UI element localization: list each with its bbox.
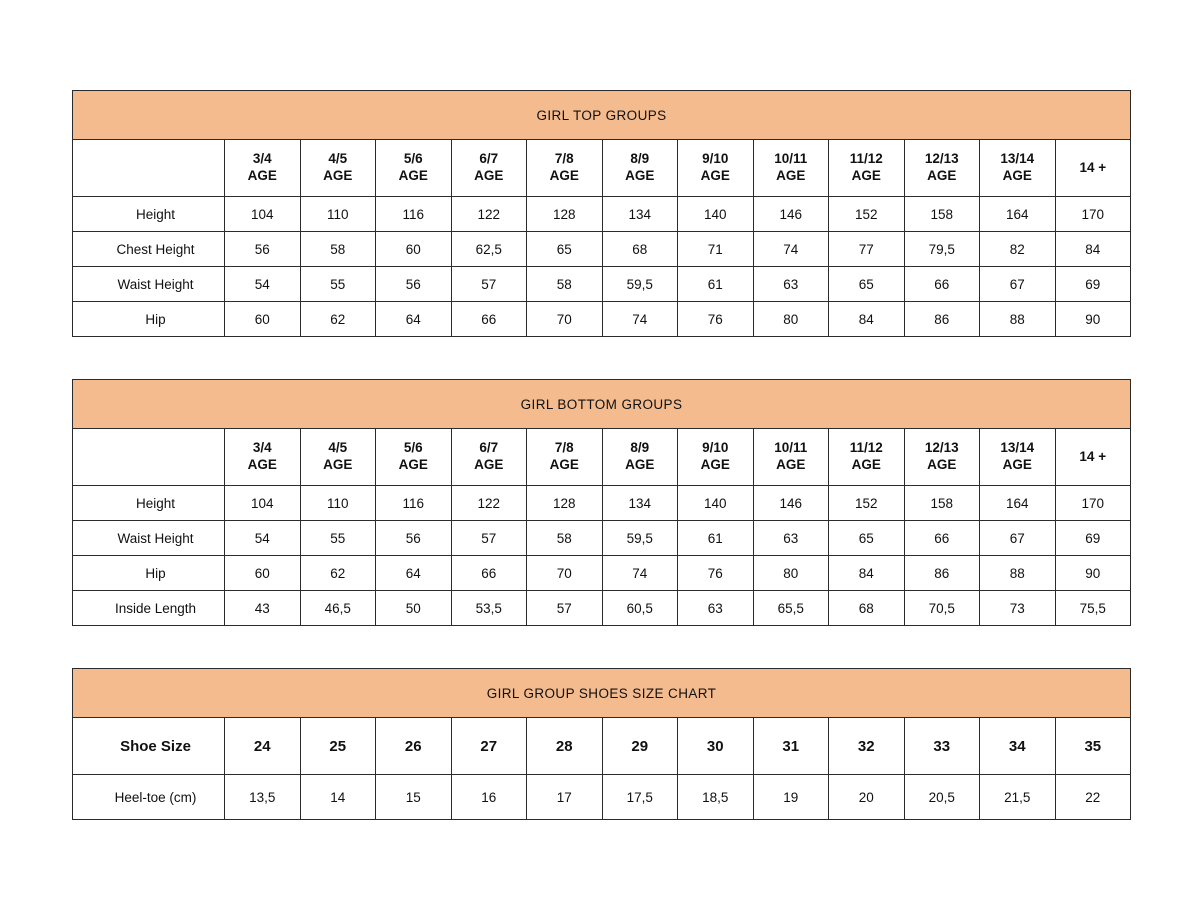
column-size-2: 5/6 [403,151,423,167]
column-header-3 [451,140,527,197]
cell: 67 [980,267,1056,302]
row-label: Height [73,197,225,232]
column-unit-0: AGE [247,168,277,183]
table-row [73,521,1131,556]
column-header-5 [602,140,678,197]
cell: 86 [904,556,980,591]
cell: 140 [678,197,754,232]
cell: 25 [300,718,376,775]
column-unit-1: AGE [323,168,353,183]
cell: 59,5 [602,521,678,556]
cell: 56 [376,521,452,556]
cell: 55 [300,521,376,556]
column-size-5: 8/9 [630,151,650,167]
cell: 14 [300,775,376,820]
cell: 57 [451,267,527,302]
cell: 122 [451,197,527,232]
cell: 110 [300,197,376,232]
column-header-6 [678,140,754,197]
column-unit-8: AGE [851,457,881,472]
cell: 60 [225,556,301,591]
column-size-8: 11/12 [849,440,883,456]
cell: 60,5 [602,591,678,626]
table-title: GIRL TOP GROUPS [73,91,1131,140]
cell: 158 [904,486,980,521]
cell: 82 [980,232,1056,267]
cell: 26 [376,718,452,775]
cell: 13,5 [225,775,301,820]
cell: 88 [980,556,1056,591]
cell: 66 [904,521,980,556]
cell: 164 [980,486,1056,521]
cell: 63 [753,521,829,556]
header-corner-cell [73,140,225,197]
column-size-0: 3/4 [252,151,272,167]
column-size-9: 12/13 [924,151,959,167]
column-header-7 [753,140,829,197]
table-row [73,232,1131,267]
cell: 50 [376,591,452,626]
column-header-10 [980,140,1056,197]
cell: 84 [829,302,905,337]
cell: 54 [225,267,301,302]
cell: 57 [451,521,527,556]
cell: 24 [225,718,301,775]
cell: 30 [678,718,754,775]
cell: 70 [527,556,603,591]
cell: 170 [1055,486,1131,521]
table-row [73,302,1131,337]
cell: 80 [753,556,829,591]
cell: 128 [527,486,603,521]
cell: 17,5 [602,775,678,820]
cell: 73 [980,591,1056,626]
cell: 54 [225,521,301,556]
cell: 63 [678,591,754,626]
cell: 58 [300,232,376,267]
cell: 90 [1055,302,1131,337]
table-row [73,556,1131,591]
column-unit-4: AGE [549,168,579,183]
cell: 65 [829,267,905,302]
cell: 68 [829,591,905,626]
cell: 32 [829,718,905,775]
cell: 66 [451,302,527,337]
column-size-5: 8/9 [630,440,650,456]
cell: 57 [527,591,603,626]
row-label: Hip [73,302,225,337]
table-title-row [73,91,1131,140]
column-header-4 [527,140,603,197]
cell: 110 [300,486,376,521]
cell: 58 [527,521,603,556]
table-header-row [73,429,1131,486]
table-row [73,197,1131,232]
cell: 62 [300,302,376,337]
column-size-8: 11/12 [849,151,883,167]
table-row [73,718,1131,775]
column-header-0 [225,140,301,197]
cell: 116 [376,197,452,232]
cell: 34 [980,718,1056,775]
cell: 27 [451,718,527,775]
column-size-7: 10/11 [774,151,808,167]
cell: 19 [753,775,829,820]
row-label: Hip [73,556,225,591]
cell: 152 [829,486,905,521]
column-header-2 [376,140,452,197]
column-size-6: 9/10 [702,440,729,456]
girl-bottom-groups-table [72,379,1131,626]
cell: 55 [300,267,376,302]
column-unit-7: AGE [776,457,806,472]
cell: 31 [753,718,829,775]
column-header-10 [980,429,1056,486]
cell: 84 [1055,232,1131,267]
row-label: Heel-toe (cm) [73,775,225,820]
cell: 90 [1055,556,1131,591]
cell: 64 [376,556,452,591]
column-header-8 [829,140,905,197]
table-title-row [73,380,1131,429]
table-header-row [73,140,1131,197]
column-header-9 [904,429,980,486]
cell: 17 [527,775,603,820]
column-header-1 [300,429,376,486]
cell: 29 [602,718,678,775]
cell: 43 [225,591,301,626]
column-size-9: 12/13 [924,440,959,456]
cell: 80 [753,302,829,337]
cell: 60 [376,232,452,267]
cell: 20 [829,775,905,820]
cell: 158 [904,197,980,232]
cell: 20,5 [904,775,980,820]
cell: 77 [829,232,905,267]
girl-group-shoes-size-chart-table [72,668,1131,820]
column-header-11: 14 + [1055,140,1131,197]
column-size-4: 7/8 [554,151,574,167]
column-size-10: 13/14 [1000,151,1035,167]
column-unit-9: AGE [927,457,957,472]
cell: 60 [225,302,301,337]
cell: 152 [829,197,905,232]
column-unit-6: AGE [700,168,730,183]
girl-top-groups-table [72,90,1131,337]
cell: 104 [225,486,301,521]
column-unit-5: AGE [625,168,655,183]
column-unit-10: AGE [1002,168,1032,183]
cell: 164 [980,197,1056,232]
cell: 33 [904,718,980,775]
cell: 134 [602,486,678,521]
column-size-1: 4/5 [328,440,348,456]
cell: 140 [678,486,754,521]
table-title: GIRL BOTTOM GROUPS [73,380,1131,429]
cell: 79,5 [904,232,980,267]
cell: 61 [678,267,754,302]
cell: 61 [678,521,754,556]
cell: 76 [678,302,754,337]
cell: 58 [527,267,603,302]
column-header-5 [602,429,678,486]
cell: 63 [753,267,829,302]
cell: 21,5 [980,775,1056,820]
column-header-6 [678,429,754,486]
column-unit-8: AGE [851,168,881,183]
column-size-3: 6/7 [479,151,499,167]
cell: 66 [904,267,980,302]
column-header-1 [300,140,376,197]
cell: 56 [225,232,301,267]
table-row [73,486,1131,521]
column-size-7: 10/11 [774,440,808,456]
cell: 53,5 [451,591,527,626]
cell: 116 [376,486,452,521]
cell: 28 [527,718,603,775]
cell: 146 [753,486,829,521]
row-label: Shoe Size [73,718,225,775]
cell: 76 [678,556,754,591]
cell: 68 [602,232,678,267]
column-unit-6: AGE [700,457,730,472]
cell: 65 [829,521,905,556]
column-size-0: 3/4 [252,440,272,456]
cell: 46,5 [300,591,376,626]
column-header-3 [451,429,527,486]
column-unit-1: AGE [323,457,353,472]
table-title-row [73,669,1131,718]
column-unit-0: AGE [247,457,277,472]
cell: 86 [904,302,980,337]
cell: 15 [376,775,452,820]
column-size-6: 9/10 [702,151,729,167]
column-unit-2: AGE [398,457,428,472]
cell: 71 [678,232,754,267]
cell: 64 [376,302,452,337]
cell: 22 [1055,775,1131,820]
column-unit-9: AGE [927,168,957,183]
cell: 35 [1055,718,1131,775]
cell: 70,5 [904,591,980,626]
cell: 69 [1055,267,1131,302]
cell: 75,5 [1055,591,1131,626]
row-label: Waist Height [73,267,225,302]
cell: 56 [376,267,452,302]
row-label: Inside Length [73,591,225,626]
column-header-8 [829,429,905,486]
cell: 62 [300,556,376,591]
row-label: Height [73,486,225,521]
column-unit-4: AGE [549,457,579,472]
cell: 62,5 [451,232,527,267]
column-unit-2: AGE [398,168,428,183]
cell: 74 [602,302,678,337]
column-header-4 [527,429,603,486]
cell: 70 [527,302,603,337]
column-header-11: 14 + [1055,429,1131,486]
cell: 59,5 [602,267,678,302]
cell: 122 [451,486,527,521]
cell: 88 [980,302,1056,337]
cell: 67 [980,521,1056,556]
cell: 65,5 [753,591,829,626]
column-unit-5: AGE [625,457,655,472]
cell: 128 [527,197,603,232]
table-row [73,775,1131,820]
cell: 18,5 [678,775,754,820]
cell: 74 [602,556,678,591]
cell: 134 [602,197,678,232]
column-size-3: 6/7 [479,440,499,456]
column-unit-3: AGE [474,168,504,183]
cell: 69 [1055,521,1131,556]
cell: 16 [451,775,527,820]
column-header-7 [753,429,829,486]
column-header-2 [376,429,452,486]
row-label: Chest Height [73,232,225,267]
table-title: GIRL GROUP SHOES SIZE CHART [73,669,1131,718]
column-header-9 [904,140,980,197]
column-size-1: 4/5 [328,151,348,167]
column-header-0 [225,429,301,486]
table-row [73,267,1131,302]
table-row [73,591,1131,626]
column-unit-10: AGE [1002,457,1032,472]
row-label: Waist Height [73,521,225,556]
cell: 66 [451,556,527,591]
cell: 104 [225,197,301,232]
cell: 84 [829,556,905,591]
cell: 65 [527,232,603,267]
column-size-4: 7/8 [554,440,574,456]
column-unit-3: AGE [474,457,504,472]
column-size-10: 13/14 [1000,440,1035,456]
header-corner-cell [73,429,225,486]
cell: 170 [1055,197,1131,232]
cell: 146 [753,197,829,232]
cell: 74 [753,232,829,267]
column-unit-7: AGE [776,168,806,183]
column-size-2: 5/6 [403,440,423,456]
